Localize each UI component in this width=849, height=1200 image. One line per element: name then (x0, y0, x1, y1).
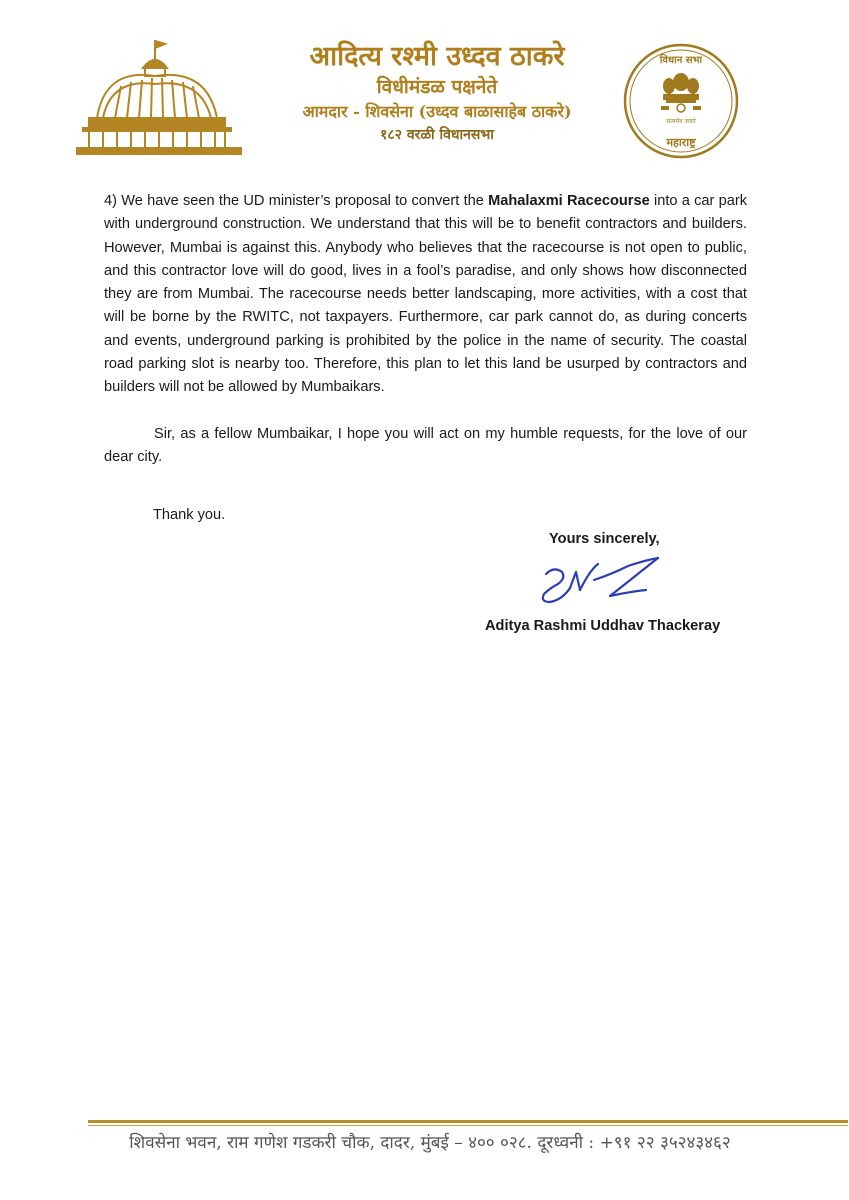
paragraph-racecourse (104, 190, 747, 400)
letterhead (0, 0, 849, 170)
emblem-bottom-label: महाराष्ट्र (666, 136, 696, 149)
letterhead-party: आमदार - शिवसेना (उध्दव बाळासाहेब ठाकरे) (302, 102, 572, 121)
para1-rest: into a car park with underground construction. We understand that this will be to benefit contractors and builders. However, Mumbai is against this. Anybody who believes that the racecourse is not open to public, and this contractor love will do good, lives in a fool’s paradise, and only shows how disconnected they are from Mumbai. The racecourse needs better landscaping, more activities, with a cost that will be borne by the RWITC, not taxpayers. Furthermore, car park cannot do, as during concerts and events, underground parking is prohibited by the police in the name of security. The coastal road parking slot is nearby too. Therefore, this plan to let this land be usurped by contractors and builders will not be allowed by Mumbaikars. (104, 193, 747, 396)
footer-address: शिवसेना भवन, राम गणेश गडकरी चौक, दादर, मुंबई – ४०० ०२८. दूरध्वनी : +९१ २२ ३५२४३४६२ (129, 1133, 731, 1153)
vidhan-bhavan-logo-icon (75, 38, 255, 158)
emblem-motto: सत्यमेव जयते (666, 118, 696, 125)
letter-body (104, 190, 747, 469)
signer-name: Aditya Rashmi Uddhav Thackeray (485, 618, 721, 634)
footer-divider-thin (88, 1125, 848, 1126)
letterhead-name: आदित्य रश्मी उध्दव ठाकरे (309, 41, 565, 72)
footer-divider (88, 1120, 848, 1123)
thank-you-line: Thank you. (153, 507, 226, 523)
maharashtra-assembly-emblem (622, 42, 740, 160)
signature-icon (536, 552, 671, 616)
letterhead-constituency: १८२ वरळी विधानसभा (380, 127, 494, 143)
emblem-top-label: विधान सभा (659, 55, 703, 66)
mahalaxmi-racecourse-emphasis: Mahalaxmi Racecourse (488, 193, 650, 209)
para1-lead: 4) We have seen the UD minister’s proposal to convert the (104, 193, 489, 209)
paragraph-request: Sir, as a fellow Mumbaikar, I hope you will act on my humble requests, for the love of our dear city. (104, 425, 747, 465)
closing-line: Yours sincerely, (549, 531, 660, 547)
letterhead-title: विधीमंडळ पक्षनेते (376, 76, 498, 98)
letterhead-text (262, 40, 612, 146)
